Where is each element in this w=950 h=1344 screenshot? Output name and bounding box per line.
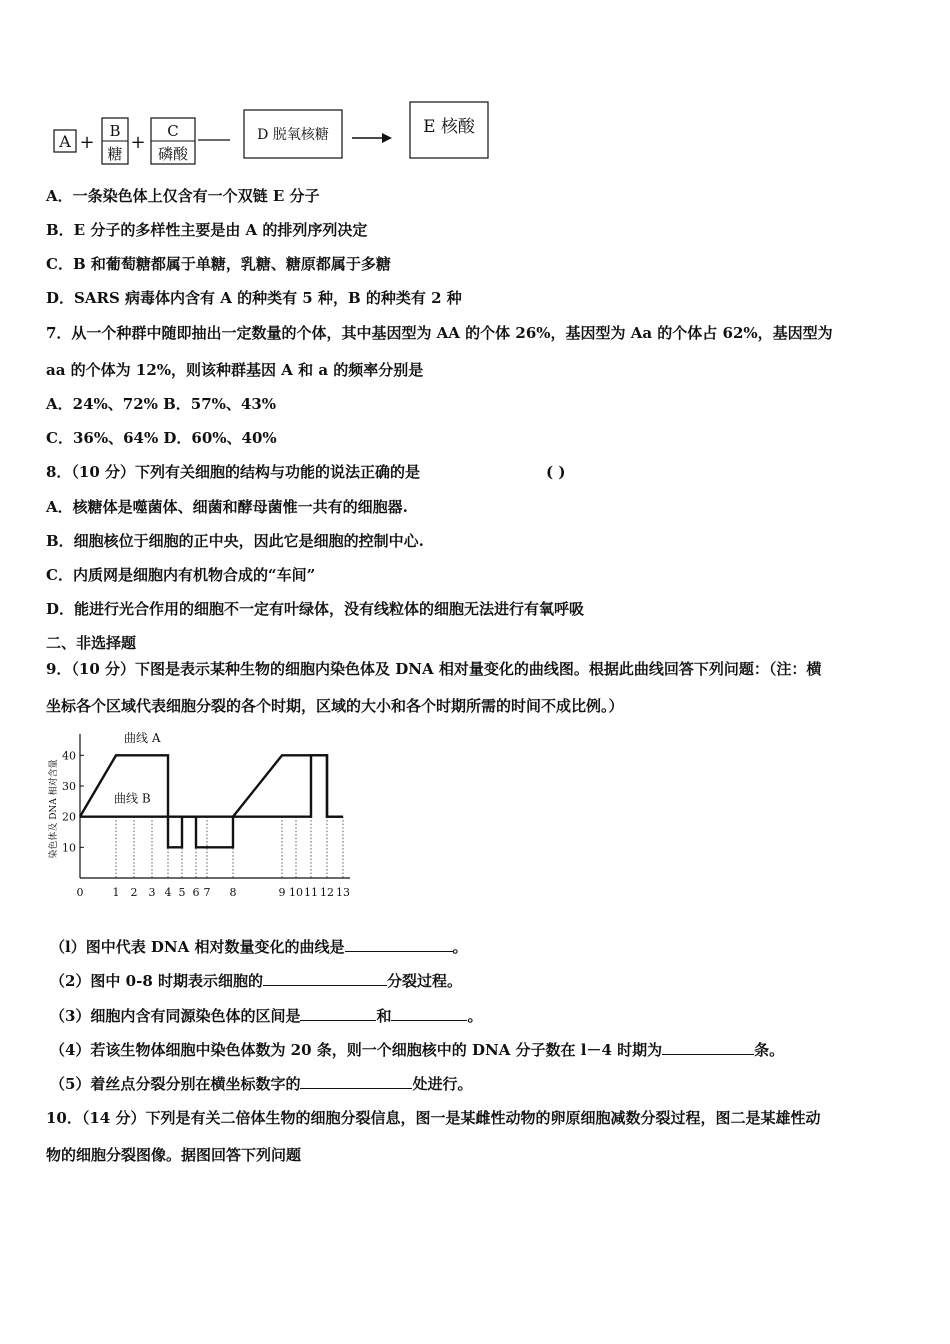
q7-options-row1: A．24%、72% B．57%、43% — [46, 395, 277, 413]
arrow-head-icon — [382, 133, 392, 143]
q8-option-a: A．核糖体是噬菌体、细菌和酵母菌惟一共有的细胞器. — [46, 498, 408, 516]
plus-sign-1: + — [79, 132, 95, 153]
q8-stem: 8．（10 分）下列有关细胞的结构与功能的说法正确的是 — [46, 463, 421, 481]
plus-sign-2: + — [130, 132, 146, 153]
box-d-label: D 脱氧核糖 — [257, 127, 329, 143]
q7-stem-line2: aa 的个体为 12%，则该种群基因 A 和 a 的频率分别是 — [46, 361, 424, 379]
x-tick-label: 3 — [148, 886, 156, 899]
q9-sub4-blank[interactable] — [662, 1040, 754, 1055]
y-axis-label: 染色体及 DNA 相对含量 — [49, 759, 59, 859]
q10-stem-line1: 10．（14 分）下列是有关二倍体生物的细胞分裂信息，图一是某雌性动物的卵原细胞减数分裂过程，图二是某雄性动 — [46, 1109, 821, 1127]
q9-sub4 — [50, 1040, 784, 1060]
x-tick-label: 0 — [76, 886, 84, 899]
box-e-label: E 核酸 — [423, 117, 475, 137]
section-heading: 二、非选择题 — [46, 634, 137, 652]
x-tick-label: 1 — [112, 886, 120, 899]
q6-option-a: A．一条染色体上仅含有一个双链 E 分子 — [46, 187, 320, 205]
y-tick-label: 40 — [62, 749, 76, 763]
q8-option-d: D．能进行光合作用的细胞不一定有叶绿体，没有线粒体的细胞无法进行有氧呼吸 — [46, 600, 585, 618]
q8-option-b: B．细胞核位于细胞的正中央，因此它是细胞的控制中心. — [46, 532, 424, 550]
q9-sub1-blank[interactable] — [345, 937, 453, 952]
q9-sub2-blank[interactable] — [263, 971, 387, 986]
q9-sub3-blank2[interactable] — [391, 1006, 467, 1021]
box-b-top-label: B — [109, 122, 121, 140]
q9-sub2-text: （2）图中 0-8 时期表示细胞的 — [50, 972, 263, 990]
q7-options-row2: C．36%、64% D．60%、40% — [46, 429, 277, 447]
box-a-label: A — [59, 132, 71, 151]
x-tick-label: 13 — [336, 886, 350, 899]
q8-answer-paren: ( ) — [546, 463, 566, 481]
x-tick-label: 12 — [320, 886, 334, 899]
q9-sub3-blank1[interactable] — [300, 1006, 376, 1021]
q9-sub4-end: 条。 — [754, 1041, 785, 1059]
x-tick-label: 9 — [278, 886, 286, 899]
x-tick-label: 8 — [229, 886, 237, 899]
x-tick-label: 5 — [178, 886, 186, 899]
q6-option-c: C．B 和葡萄糖都属于单糖，乳糖、糖原都属于多糖 — [46, 255, 391, 273]
y-tick-label: 10 — [62, 841, 76, 855]
nucleic-acid-composition-diagram — [50, 98, 500, 170]
q9-sub4-text: （4）若该生物体细胞中染色体数为 20 条，则一个细胞核中的 DNA 分子数在 l－4 时期为 — [50, 1041, 663, 1059]
q6-option-b: B．E 分子的多样性主要是由 A 的排列序列决定 — [46, 221, 368, 239]
q7-stem-line1: 7．从一个种群中随即抽出一定数量的个体，其中基因型为 AA 的个体 26%，基因型为 Aa 的个体占 62%，基因型为 — [46, 324, 833, 342]
curve-b-label: 曲线 B — [114, 791, 151, 806]
q9-sub5-blank[interactable] — [300, 1074, 412, 1089]
box-c-top-label: C — [167, 122, 179, 140]
q9-sub5 — [50, 1074, 472, 1094]
q9-sub2-end: 分裂过程。 — [386, 972, 462, 990]
q9-sub3-text: （3）细胞内含有同源染色体的区间是 — [50, 1007, 301, 1025]
q9-sub5-text: （5）着丝点分裂分别在横坐标数字的 — [50, 1075, 301, 1093]
q10-stem-line2: 物的细胞分裂图像。据图回答下列问题 — [46, 1146, 302, 1164]
box-b-bottom-label: 糖 — [107, 145, 123, 163]
q9-sub1 — [50, 937, 468, 957]
q6-option-d: D．SARS 病毒体内含有 A 的种类有 5 种，B 的种类有 2 种 — [46, 289, 462, 307]
q9-stem-line1: 9．（10 分）下图是表示某种生物的细胞内染色体及 DNA 相对量变化的曲线图。根据此曲线回答下列问题：（注：横 — [46, 660, 822, 678]
q9-sub3 — [50, 1006, 482, 1026]
q9-stem-line2: 坐标各个区域代表细胞分裂的各个时期，区域的大小和各个时期所需的时间不成比例。） — [46, 697, 624, 715]
q9-sub1-end: 。 — [452, 938, 468, 956]
q9-sub5-end: 处进行。 — [412, 1075, 473, 1093]
y-tick-label: 30 — [62, 780, 76, 793]
curve-a-line — [80, 755, 343, 816]
curve-a-label: 曲线 A — [124, 731, 161, 745]
x-tick-label: 11 — [304, 886, 318, 899]
x-tick-label: 2 — [130, 886, 138, 899]
x-tick-label: 4 — [164, 886, 172, 899]
q9-sub3-and: 和 — [376, 1007, 392, 1025]
q9-sub3-end: 。 — [467, 1007, 483, 1025]
y-tick-label: 20 — [62, 810, 76, 824]
q8-option-c: C．内质网是细胞内有机物合成的“车间” — [46, 566, 316, 584]
q9-sub1-text: （l）图中代表 DNA 相对数量变化的曲线是 — [50, 938, 345, 956]
box-c-bottom-label: 磷酸 — [157, 145, 189, 163]
x-tick-label: 6 — [192, 886, 200, 899]
q9-sub2 — [50, 971, 462, 991]
x-tick-label: 10 — [289, 886, 303, 899]
x-tick-label: 7 — [203, 886, 211, 899]
chromosome-dna-chart — [44, 728, 364, 906]
